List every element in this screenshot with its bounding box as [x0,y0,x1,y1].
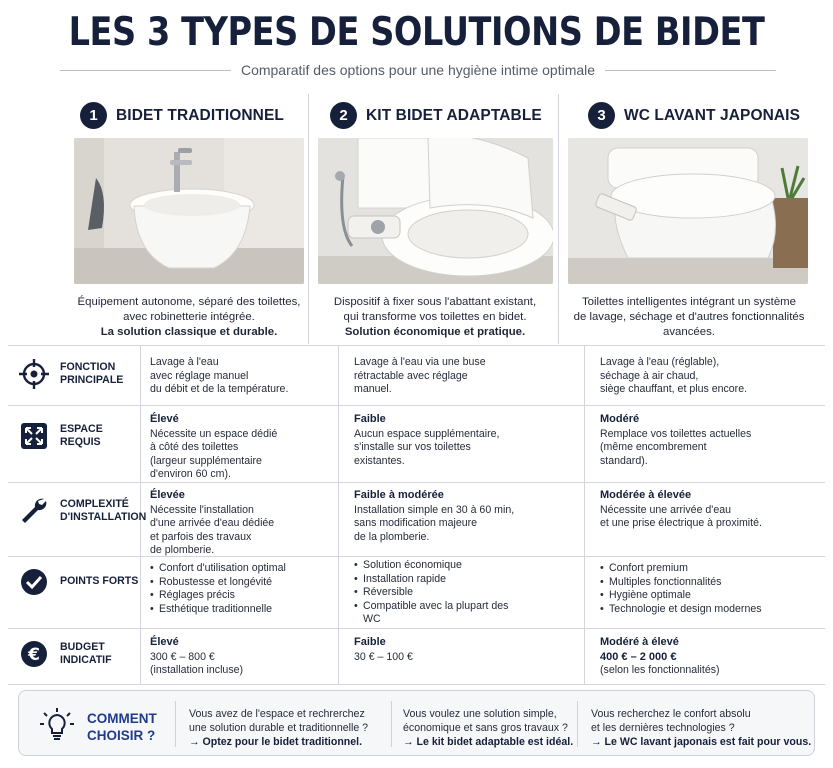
column-header-1 [80,102,284,129]
espace-cell-1: Élevé Nécessite un espace dédié à côté des toilettes (largeur supplémentaire d'environ 60 cm). [150,413,278,481]
svg-text:€: € [28,645,40,665]
choose-tip-1: Vous avez de l'espace et rechrerchez une solution durable et traditionnelle ? → Optez pour le bidet traditionnel. [189,708,369,748]
column-number-badge: 3 [588,102,615,129]
check-circle-icon [18,566,50,598]
description-line: avec robinetterie intégrée. [123,311,255,323]
fonction-cell-2: Lavage à l'eau via une buse rétractable avec réglage manuel. [354,356,486,396]
subtitle-rule-left [60,70,231,71]
column-number-badge: 2 [330,102,357,129]
column-header-3 [588,102,800,129]
list-item: • Multiples fonctionnalités [600,576,762,590]
japanese-toilet-photo [568,138,808,284]
list-item: • Confort premium [600,562,762,576]
column-1-description [74,295,304,340]
list-item: • Solution économique [354,559,514,573]
tip-divider [175,701,176,747]
tip-divider [391,701,392,747]
column-divider [308,94,309,344]
column-header-2 [330,102,542,129]
choose-tip-2: Vous voulez une solution simple, économique et sans gros travaux ? → Le kit bidet adaptable est idéal. [403,708,574,748]
row-name: COMPLEXITÉ D'INSTALLATION [60,497,147,523]
bidet-kit-photo [318,138,553,284]
row-label-fonction [18,358,123,390]
fonction-cell-1: Lavage à l'eau avec réglage manuel du débit et de la température. [150,356,289,396]
crosshair-icon [18,358,50,390]
column-title: BIDET TRADITIONNEL [116,106,284,124]
list-item: • Hygiène optimale [600,589,762,603]
points-cell-1 [150,562,286,616]
row-label-espace [18,420,103,452]
expand-arrows-icon [18,420,50,452]
row-name: POINTS FORTS [60,575,139,588]
row-name: FONCTION PRINCIPALE [60,360,124,386]
column-divider [584,346,585,684]
column-title: WC LAVANT JAPONAIS [624,106,801,124]
row-divider [8,405,825,406]
complexite-cell-3: Modérée à élevée Nécessite une arrivée d'eau et une prise électrique à proximité. [600,489,762,530]
description-emphasis: Solution économique et pratique. [344,326,526,338]
list-item: • Robustesse et longévité [150,576,286,590]
row-label-complexite [18,495,146,527]
bidet-illustration [74,138,304,284]
points-cell-3 [600,562,762,616]
list-item: • Technologie et design modernes [600,603,762,617]
bidet-kit-illustration [318,138,553,284]
how-to-choose-title: COMMENT CHOISIR ? [87,711,157,743]
list-item: • Compatible avec la plupart des WC [354,600,514,627]
description-line: Toilettes intelligentes intégrant un système [581,296,796,308]
column-3-description [565,295,813,340]
row-divider [8,345,825,346]
column-2-description [310,295,560,340]
description-line: Dispositif à fixer sous l'abattant existant, [333,296,537,308]
tip-divider [577,701,578,747]
column-divider [558,94,559,344]
column-title: KIT BIDET ADAPTABLE [366,106,542,124]
description-line: Équipement autonome, séparé des toilettes, [77,296,301,308]
list-item: • Esthétique traditionnelle [150,603,286,617]
list-item: • Installation rapide [354,573,514,587]
complexite-cell-2: Faible à modérée Installation simple en 30 à 60 min, sans modification majeure de la plomberie. [354,489,515,543]
espace-cell-3: Modéré Remplace vos toilettes actuelles (même encombrement standard). [600,413,752,467]
how-to-choose-panel [18,690,815,756]
row-label-budget [18,638,112,670]
description-emphasis: La solution classique et durable. [100,326,278,338]
budget-cell-3: Modéré à élevé 400 € – 2 000 € (selon les fonctionnalités) [600,636,720,677]
row-divider [8,628,825,629]
points-cell-2 [354,559,514,627]
espace-cell-2: Faible Aucun espace supplémentaire, s'installe sur vos toilettes existantes. [354,413,500,467]
description-line: qui transforme vos toilettes en bidet. [343,311,527,323]
page-subtitle: Comparatif des options pour une hygiène intime optimale [240,62,596,78]
description-line: de lavage, séchage et d'autres fonctionnalités [573,311,805,323]
list-item: • Réversible [354,586,514,600]
list-item: • Réglages précis [150,589,286,603]
row-name: BUDGET INDICATIF [60,640,112,666]
traditional-bidet-photo [74,138,304,284]
budget-cell-1: Élevé 300 € – 800 € (installation incluse) [150,636,244,677]
choose-tip-3: Vous recherchez le confort absolu et les dernières technologies ? → Le WC lavant japonais est fait pour vous. [591,708,812,748]
budget-cell-2: Faible 30 € – 100 € [354,636,413,663]
row-divider [8,556,825,557]
complexite-cell-1: Élevée Nécessite l'installation d'une arrivée d'eau dédiée et parfois des travaux de plomberie. [150,489,275,557]
row-divider [8,684,825,685]
row-divider [8,482,825,483]
wrench-icon [18,495,50,527]
description-line: avancées. [663,326,715,338]
row-name: ESPACE REQUIS [60,422,103,448]
subtitle-rule-right [605,70,776,71]
fonction-cell-3: Lavage à l'eau (réglable), séchage à air chaud, siège chauffant, et plus encore. [600,356,748,396]
row-label-points [18,566,138,598]
column-divider [338,346,339,684]
list-item: • Confort d'utilisation optimal [150,562,286,576]
column-number-badge: 1 [80,102,107,129]
lightbulb-icon [39,707,75,748]
page-title: LES 3 TYPES DE SOLUTIONS DE BIDET [68,10,765,55]
japanese-toilet-illustration [568,138,808,284]
subtitle-row [60,60,776,80]
euro-coin-icon [18,638,50,670]
